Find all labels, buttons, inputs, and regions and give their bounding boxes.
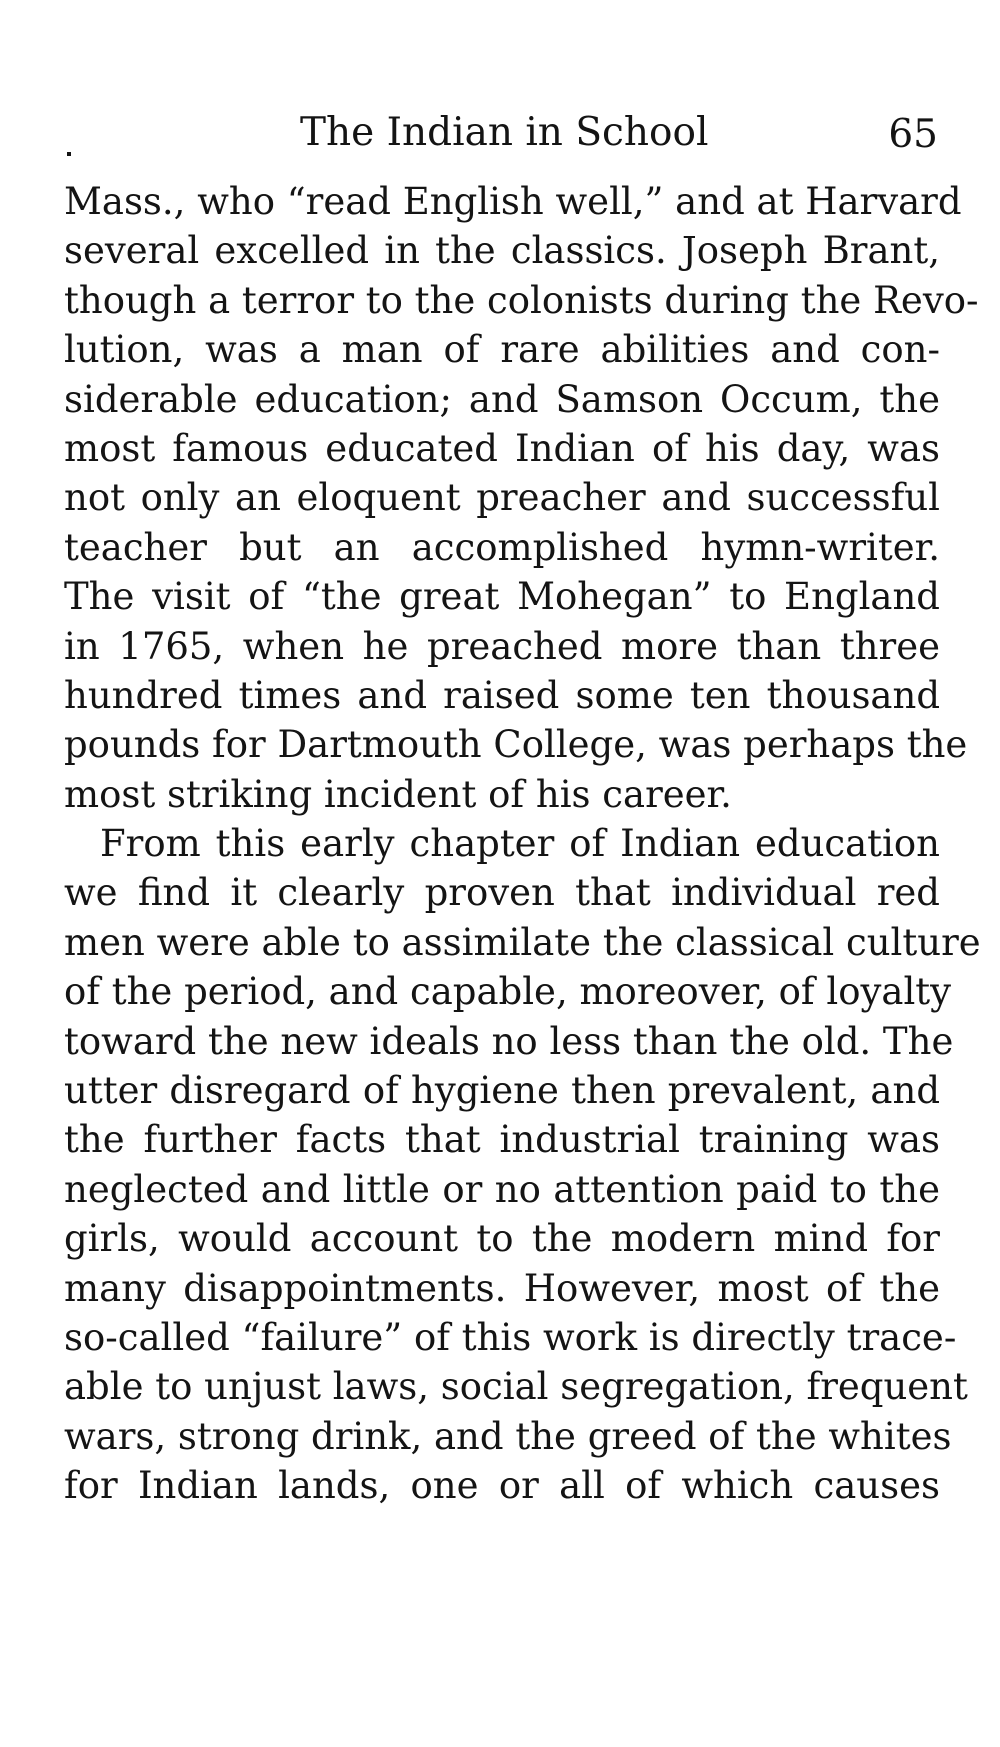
body-text (64, 177, 981, 1511)
page-number: 65 (888, 112, 938, 157)
text-line: of the period, and capable, moreover, of loyalty (64, 970, 952, 1014)
paragraph-2 (64, 819, 981, 1510)
text-line: neglected and little or no attention paid to the (64, 1167, 940, 1211)
running-head (0, 108, 1000, 158)
printer-mark (67, 152, 71, 156)
text-line: for Indian lands, one or all of which causes (64, 1464, 940, 1508)
running-title: The Indian in School (300, 110, 709, 155)
text-line: pounds for Dartmouth College, was perhaps the (64, 723, 968, 767)
text-line: toward the new ideals no less than the old. The (64, 1019, 954, 1063)
text-line: not only an eloquent preacher and successful (64, 476, 940, 520)
text-line: so-called “failure” of this work is directly trace- (64, 1315, 957, 1359)
text-line: girls, would account to the modern mind for (64, 1217, 940, 1261)
text-line: The visit of “the great Mohegan” to England (64, 575, 940, 619)
text-line: wars, strong drink, and the greed of the whites (64, 1414, 952, 1458)
text-line: in 1765, when he preached more than three (64, 624, 940, 668)
text-line: utter disregard of hygiene then prevalent, and (64, 1069, 940, 1113)
text-line: several excelled in the classics. Joseph Brant, (64, 229, 940, 273)
text-line: teacher but an accomplished hymn-writer. (64, 525, 940, 569)
text-line: men were able to assimilate the classical culture (64, 920, 981, 964)
text-line: we find it clearly proven that individual red (64, 871, 940, 915)
text-line: the further facts that industrial training was (64, 1118, 940, 1162)
text-line: siderable education; and Samson Occum, the (64, 377, 940, 421)
text-line: Mass., who “read English well,” and at Harvard (64, 180, 962, 223)
text-line: able to unjust laws, social segregation, frequent (64, 1365, 968, 1409)
text-line: though a terror to the colonists during the Revo- (64, 278, 979, 322)
text-line: most famous educated Indian of his day, was (64, 426, 940, 470)
text-line: hundred times and raised some ten thousand (64, 673, 940, 717)
paragraph-1 (64, 177, 979, 819)
text-line: From this early chapter of Indian education (100, 822, 940, 866)
text-line: lution, was a man of rare abilities and con- (64, 328, 940, 372)
text-line: many disappointments. However, most of the (64, 1266, 940, 1310)
text-line: most striking incident of his career. (64, 772, 732, 816)
